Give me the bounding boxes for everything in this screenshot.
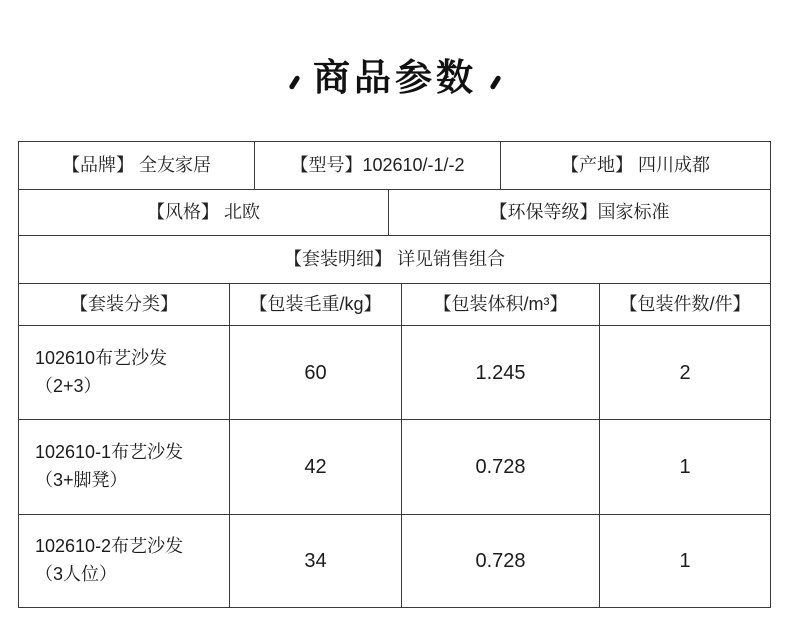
weight-cell: 60 [229, 326, 401, 419]
table-row [19, 514, 770, 607]
product-name-line2: （2+3） [35, 375, 102, 396]
product-name-cell [19, 420, 229, 514]
product-name-line2: （3+脚凳） [35, 470, 128, 490]
product-name-line1: 102610布艺沙发 [35, 347, 168, 368]
weight-cell: 42 [229, 420, 401, 514]
weight-cell: 34 [229, 515, 401, 607]
table-row [19, 325, 770, 419]
table-header-row [19, 283, 770, 325]
title-tick-right-icon [489, 75, 501, 90]
page-title: 商品参数 [313, 57, 477, 98]
pieces-cell: 1 [599, 420, 770, 514]
model-cell: 【型号】102610/-1/-2 [254, 142, 500, 189]
brand-cell: 【品牌】 全友家居 [61, 154, 211, 175]
header-cell-gross-weight: 【包装毛重/kg】 [229, 284, 401, 325]
origin-cell: 【产地】 四川成都 [500, 142, 770, 189]
volume-cell: 1.245 [401, 326, 599, 419]
eco-rating-cell: 【环保等级】国家标准 [388, 190, 770, 235]
set-detail-cell: 【套装明细】 详见销售组合 [284, 248, 505, 269]
title-tick-left-icon [288, 75, 300, 90]
product-name-line2: （3人位） [35, 564, 118, 584]
pieces-cell: 2 [599, 326, 770, 419]
product-name-line1: 102610-1布艺沙发 [35, 442, 184, 463]
table-row-style-eco [19, 189, 770, 235]
volume-cell: 0.728 [401, 420, 599, 514]
table-row-set-detail [19, 235, 770, 283]
header-cell-category: 【套装分类】 [70, 293, 178, 314]
product-name-cell [19, 515, 229, 607]
table-row-brand-model-origin [19, 142, 770, 189]
product-name-cell [19, 326, 229, 419]
table-row [19, 419, 770, 514]
product-name-line1: 102610-2布艺沙发 [35, 536, 184, 557]
product-params-table [18, 141, 771, 608]
header-cell-pieces: 【包装件数/件】 [599, 284, 770, 325]
section-title [0, 0, 790, 99]
header-cell-volume: 【包装体积/m³】 [401, 284, 599, 325]
pieces-cell: 1 [599, 515, 770, 607]
volume-cell: 0.728 [401, 515, 599, 607]
style-cell: 【风格】 北欧 [146, 201, 260, 222]
